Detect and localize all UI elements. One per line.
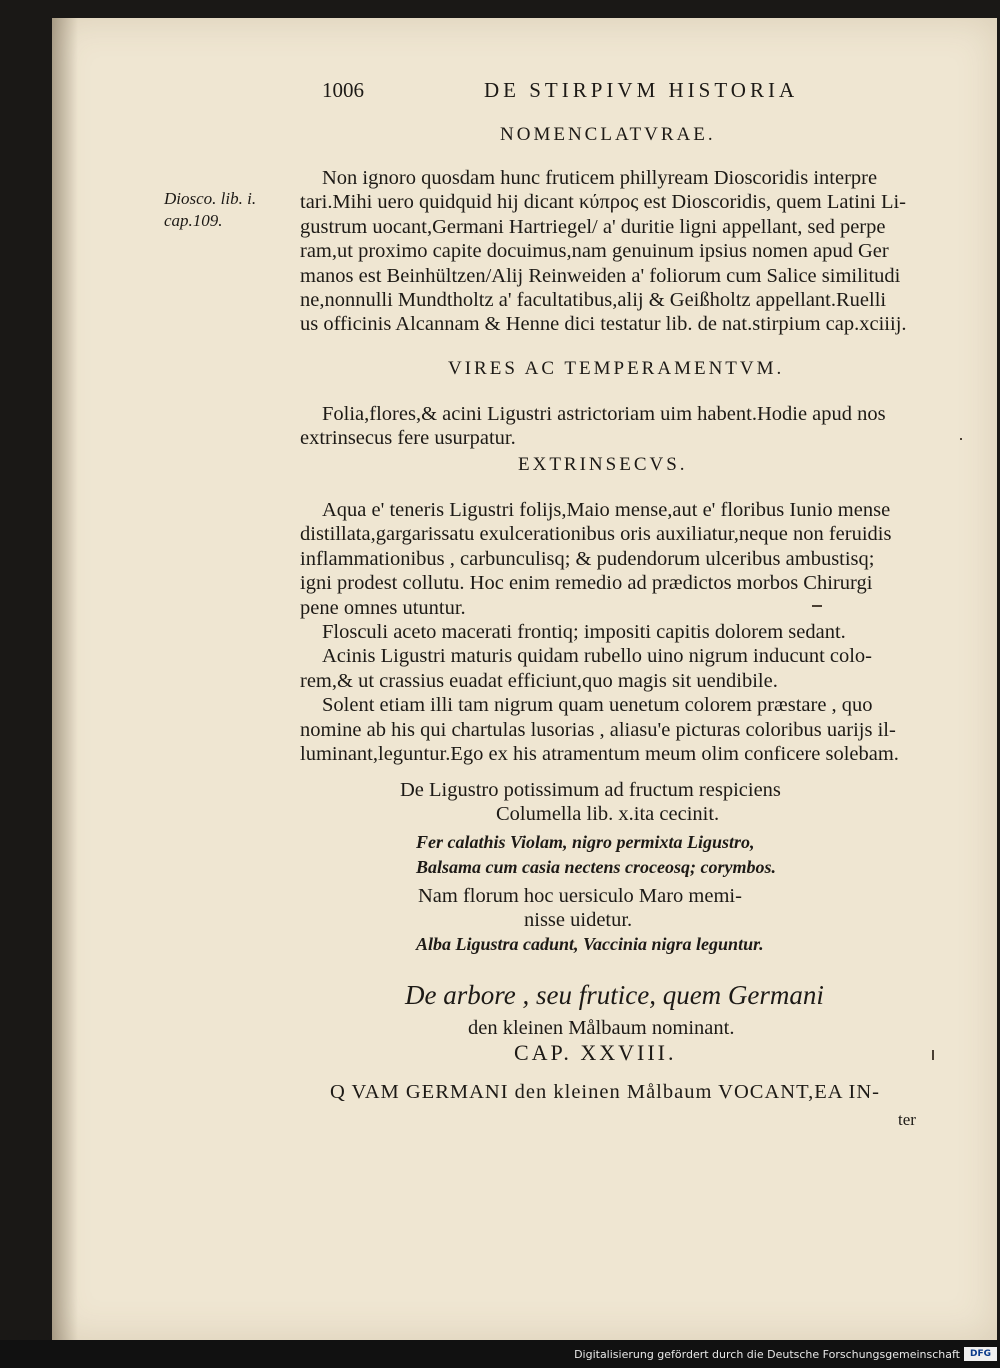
text-line: Non ignoro quosdam hunc fruticem phillyream Dioscoridis interpre — [322, 167, 878, 189]
text-line: manos est Beinhültzen/Alij Reinweiden a' foliorum cum Salice similitudi — [300, 264, 901, 287]
text-line: igni prodest collutu. Hoc enim remedio ad prædictos morbos Chirurgi — [300, 572, 873, 595]
digitization-footer — [0, 1340, 1000, 1368]
text-line: us officinis Alcannam & Henne dici testatur lib. de nat.stirpium cap.xciiij. — [300, 313, 907, 336]
text-line: ne,nonnulli Mundtholtz a' facultatibus,alij & Geißholtz appellant.Ruelli — [300, 289, 887, 312]
text-line: Folia,flores,& acini Ligustri astrictoriam uim habent.Hodie apud nos — [322, 403, 886, 425]
text-line: Acinis Ligustri maturis quidam rubello uino nigrum inducunt colo- — [322, 645, 873, 668]
columella-verse — [416, 830, 776, 880]
margin-note — [164, 188, 256, 232]
catchword: ter — [898, 1110, 916, 1129]
text-line: Flosculi aceto macerati frontiq; impositi capitis dolorem sedant. — [322, 621, 846, 644]
maro-verse: Alba Ligustra cadunt, Vaccinia nigra leguntur. — [416, 934, 764, 954]
text-line: luminant,leguntur.Ego ex his atramentum meum olim conficere solebam. — [300, 743, 899, 766]
chapter-subtitle: den kleinen Målbaum nominant. — [468, 1017, 735, 1039]
page-number: 1006 — [322, 78, 364, 102]
text-line: nomine ab his qui chartulas lusorias , aliasu'e picturas coloribus uarijs il- — [300, 718, 896, 741]
nomenclaturae-paragraph — [300, 166, 907, 337]
book-page — [52, 18, 997, 1340]
text-line: pene omnes utuntur. — [300, 596, 466, 619]
footer-credit: Digitalisierung gefördert durch die Deutsche Forschungsgemeinschaft — [574, 1348, 960, 1361]
text-line: rem,& ut crassius euadat efficiunt,quo magis sit uendibile. — [300, 669, 778, 692]
chapter-title: De arbore , seu frutice, quem Germani — [405, 980, 824, 1010]
margin-note-line: cap.109. — [164, 211, 223, 230]
text-line: distillata,gargarissatu exulcerationibus oris auxiliatur,neque non feruidis — [300, 523, 892, 546]
text-line: ram,ut proximo capite docuimus,nam genuinum ipsius nomen apud Ger — [300, 240, 889, 263]
chapter-opening-line: Q VAM GERMANI den kleinen Målbaum VOCANT,EA IN- — [330, 1081, 880, 1103]
margin-note-line: Diosco. lib. i. — [164, 189, 257, 208]
verse-line: Fer calathis Violam, nigro permixta Ligustro, — [416, 832, 755, 852]
dfg-logo: DFG — [964, 1347, 997, 1361]
text-line: Nam florum hoc uersiculo Maro memi- — [418, 885, 742, 907]
extrinsecus-paragraph — [300, 498, 899, 766]
text-line: inflammationibus , carbunculisq; & pudendorum ulceribus ambustisq; — [300, 547, 875, 570]
text-line: nisse uidetur. — [524, 909, 633, 932]
text-line: tari.Mihi uero quidquid hij dicant κύπρος est Dioscoridis, quem Latini Li- — [300, 191, 907, 214]
columella-intro — [400, 778, 781, 827]
text-line: gustrum uocant,Germani Hartriegel/ a' duritie ligni appellant, sed perpe — [300, 215, 886, 238]
chapter-number: CAP. XXVIII. — [514, 1040, 677, 1065]
text-line: Aqua e' teneris Ligustri folijs,Maio mense,aut e' floribus Iunio mense — [322, 499, 891, 521]
text-line: Solent etiam illi tam nigrum quam uenetum colorem præstare , quo — [322, 694, 873, 717]
text-line: extrinsecus fere usurpatur. — [300, 427, 516, 450]
running-title: DE STIRPIVM HISTORIA — [484, 78, 799, 102]
section-heading-nomenclaturae: NOMENCLATVRAE. — [500, 124, 716, 145]
section-heading-vires: VIRES AC TEMPERAMENTVM. — [448, 358, 785, 379]
ink-speck — [960, 438, 962, 440]
verse-line: Balsama cum casia nectens croceosq; corymbos. — [416, 857, 776, 877]
vires-paragraph — [300, 402, 886, 451]
maro-intro — [418, 884, 742, 933]
ink-speck — [812, 605, 822, 607]
ink-speck — [932, 1050, 934, 1060]
text-line: De Ligustro potissimum ad fructum respiciens — [400, 779, 781, 801]
text-line: Columella lib. x.ita cecinit. — [496, 803, 720, 826]
section-heading-extrinsecus: EXTRINSECVS. — [518, 454, 688, 475]
